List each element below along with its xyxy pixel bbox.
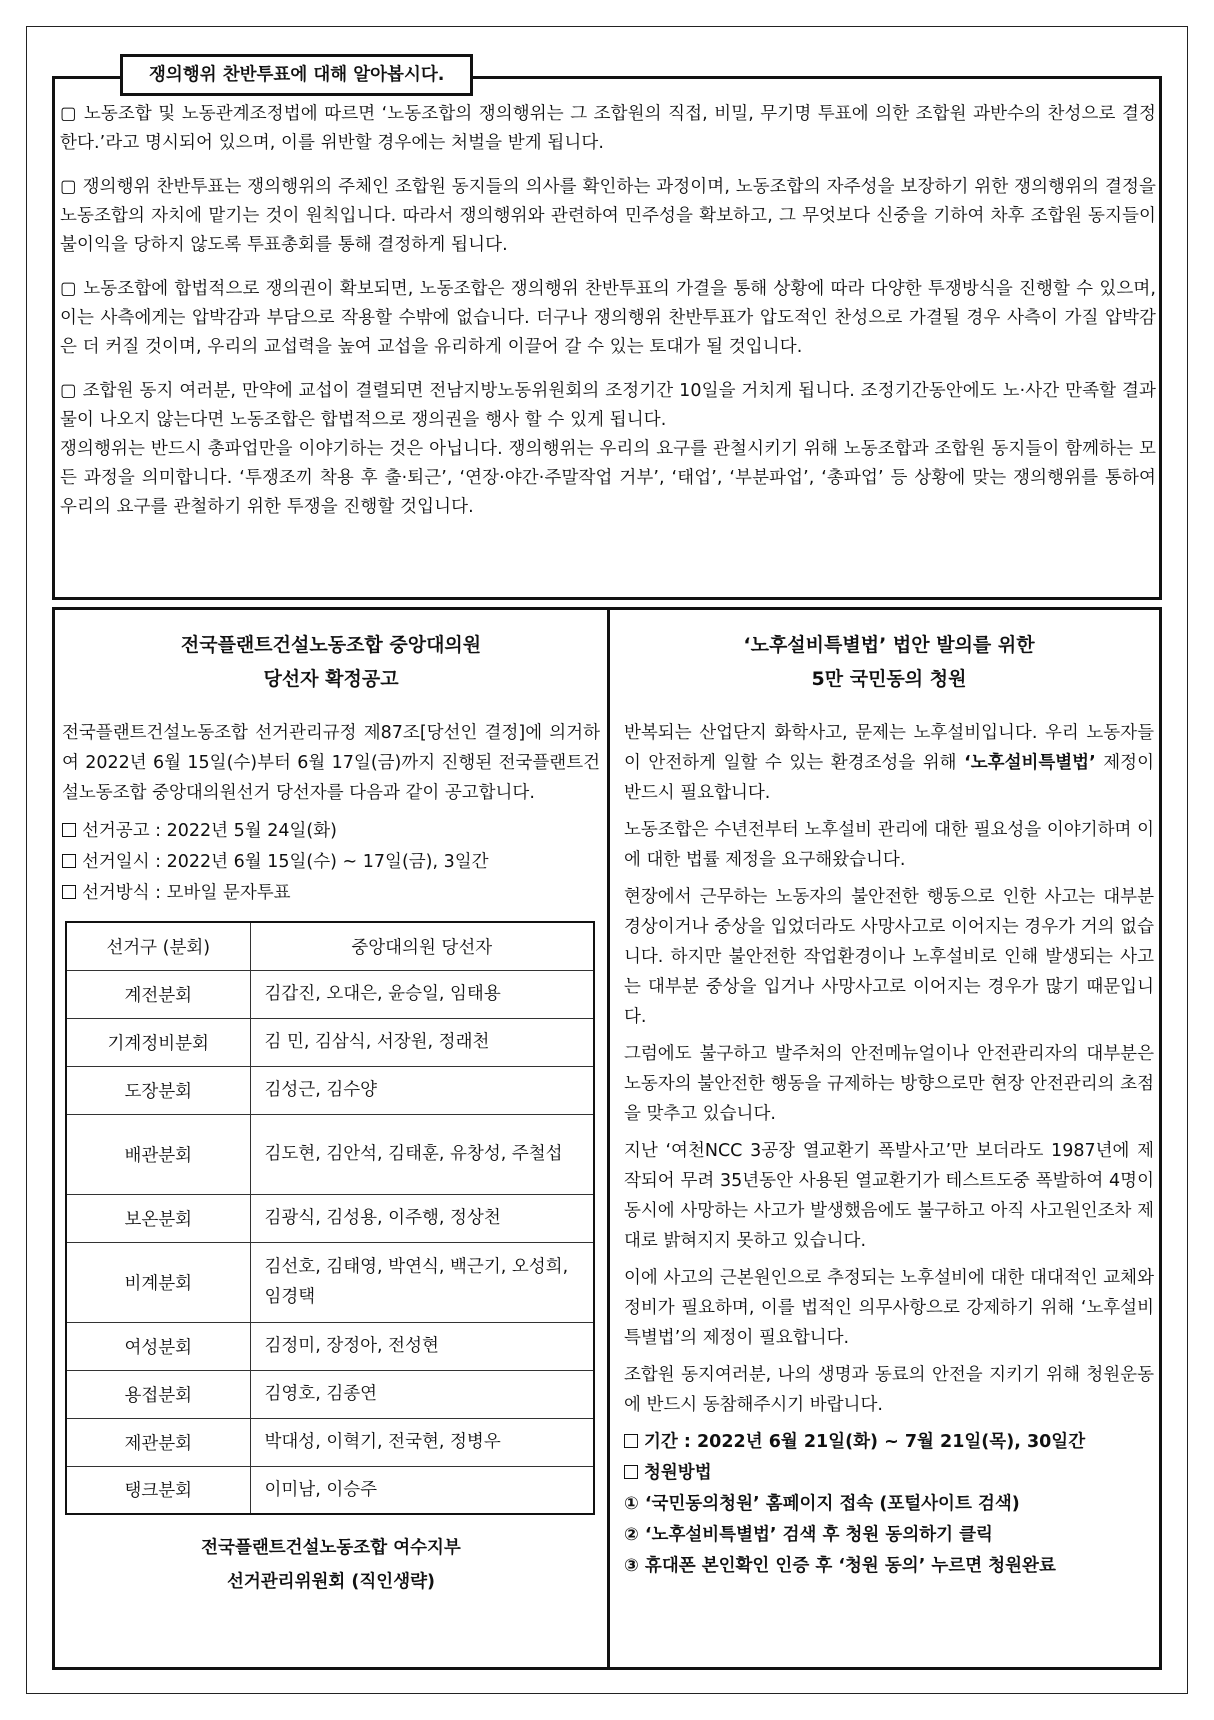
checkbox-square-icon <box>624 1465 638 1479</box>
petition-step-1: ① ‘국민동의청원’ 홈페이지 접속 (포털사이트 검색) <box>624 1494 1020 1514</box>
top-paragraph-3: ▢ 노동조합에 합법적으로 쟁의권이 확보되면, 노동조합은 쟁의행위 찬반투표의 가결을 통해 상황에 따라 다양한 투쟁방식을 진행할 수 있으며, 이는 사측에게는 압박감과 부담으로 작용할 수밖에 없습니다. 더구나 쟁의행위 찬반투표가 압도적인 찬성으로 가결될 경우 사측이 가질 압박감은 더 커질 것이며, 우리의 교섭력을 높여 교섭을 유리하게 이끌어 갈 수 있는 토대가 될 것입니다. <box>60 279 1156 357</box>
district-cell: 제관분회 <box>66 1418 250 1466</box>
checkbox-square-icon <box>62 885 76 899</box>
top-paragraph-4: ▢ 조합원 동지 여러분, 만약에 교섭이 결렬되면 전남지방노동위원회의 조정기간 10일을 거치게 됩니다. 조정기간동안에도 노·사간 만족할 결과물이 나오지 않는다면 노동조합은 합법적으로 쟁의권을 행사 할 수 있게 됩니다. <box>60 381 1156 430</box>
district-cell: 도장분회 <box>66 1066 250 1114</box>
top-section-title: 쟁의행위 찬반투표에 대해 알아봅시다. <box>120 54 473 96</box>
winners-cell: 김영호, 김종연 <box>250 1370 594 1418</box>
petition-paragraph-3: 현장에서 근무하는 노동자의 불안전한 행동으로 인한 사고는 대부분 경상이거나 중상을 입었더라도 사망사고로 이어지는 경우가 거의 없습니다. 하지만 불안전한 작업환경이나 노후설비로 인해 발생되는 사고는 대부분 중상을 입거나 사망사고로 이어지는 경우가 많기 때문입니다. <box>624 887 1154 1027</box>
table-row <box>66 1066 594 1114</box>
election-notice-title <box>62 628 600 696</box>
law-name-emphasis: ‘노후설비특별법’ <box>964 753 1096 773</box>
election-bullet-method: 선거방식 : 모바일 문자투표 <box>62 878 600 909</box>
winners-cell: 김 민, 김삼식, 서장원, 정래천 <box>250 1018 594 1066</box>
table-row <box>66 970 594 1018</box>
election-bullet-announcement: 선거공고 : 2022년 5월 24일(화) <box>62 816 600 847</box>
table-header-district: 선거구 (분회) <box>66 922 250 970</box>
election-notice-title-line1: 전국플랜트건설노동조합 중앙대의원 <box>180 634 482 656</box>
winners-cell: 이미남, 이승주 <box>250 1466 594 1514</box>
checkbox-square-icon <box>62 823 76 837</box>
table-row <box>66 1194 594 1242</box>
district-cell: 여성분회 <box>66 1322 250 1370</box>
table-row <box>66 1114 594 1194</box>
petition-column <box>624 628 1154 1582</box>
winners-cell: 박대성, 이혁기, 전국현, 정병우 <box>250 1418 594 1466</box>
petition-paragraph-7: 조합원 동지여러분, 나의 생명과 동료의 안전을 지키기 위해 청원운동에 반드시 동참해주시기 바랍니다. <box>624 1365 1154 1415</box>
table-row <box>66 1018 594 1066</box>
petition-paragraph-2: 노동조합은 수년전부터 노후설비 관리에 대한 필요성을 이야기하며 이에 대한 법률 제정을 요구해왔습니다. <box>624 820 1154 870</box>
table-row <box>66 1242 594 1322</box>
election-notice-column <box>62 628 600 1599</box>
election-notice-intro: 전국플랜트건설노동조합 선거관리규정 제87조[당선인 결정]에 의거하여 2022년 6월 15일(수)부터 6월 17일(금)까지 진행된 전국플랜트건설노동조합 중앙대의원선거 당선자를 다음과 같이 공고합니다. <box>62 723 600 803</box>
district-cell: 기계정비분회 <box>66 1018 250 1066</box>
district-cell: 용접분회 <box>66 1370 250 1418</box>
district-cell: 비계분회 <box>66 1242 250 1322</box>
election-results-table <box>65 921 595 1515</box>
petition-paragraph-5: 지난 ‘여천NCC 3공장 열교환기 폭발사고’만 보더라도 1987년에 제작되어 무려 35년동안 사용된 열교환기가 테스트도중 폭발하여 4명이 동시에 사망하는 사고가 발생했음에도 불구하고 아직 사고원인조차 제대로 밝혀지지 못하고 있습니다. <box>624 1141 1154 1251</box>
table-row <box>66 1322 594 1370</box>
checkbox-square-icon <box>62 854 76 868</box>
election-notice-title-line2: 당선자 확정공고 <box>263 668 399 690</box>
petition-title-line1: ‘노후설비특별법’ 법안 발의를 위한 <box>743 634 1035 656</box>
table-header-winners: 중앙대의원 당선자 <box>250 922 594 970</box>
petition-step-3: ③ 휴대폰 본인확인 인증 후 ‘청원 동의’ 누르면 청원완료 <box>624 1556 1056 1576</box>
winners-cell: 김성근, 김수양 <box>250 1066 594 1114</box>
checkbox-square-icon <box>624 1434 638 1448</box>
petition-paragraph-1: 반복되는 산업단지 화학사고, 문제는 노후설비입니다. 우리 노동자들이 안전하게 일할 수 있는 환경조성을 위해 ‘노후설비특별법’ 제정이 반드시 필요합니다. <box>624 723 1154 803</box>
district-cell: 계전분회 <box>66 970 250 1018</box>
petition-period: 기간 : 2022년 6월 21일(화) ~ 7월 21일(목), 30일간 <box>624 1427 1154 1458</box>
table-row <box>66 1370 594 1418</box>
district-cell: 탱크분회 <box>66 1466 250 1514</box>
winners-cell: 김선호, 김태영, 박연식, 백근기, 오성희, 임경택 <box>250 1242 594 1322</box>
table-row <box>66 1418 594 1466</box>
winners-cell: 김갑진, 오대은, 윤승일, 임태용 <box>250 970 594 1018</box>
top-paragraph-2: ▢ 쟁의행위 찬반투표는 쟁의행위의 주체인 조합원 동지들의 의사를 확인하는 과정이며, 노동조합의 자주성을 보장하기 위한 쟁의행위의 결정을 노동조합의 자치에 맡기는 것이 원칙입니다. 따라서 쟁의행위와 관련하여 민주성을 확보하고, 그 무엇보다 신중을 기하여 차후 조합원 동지들이 불이익을 당하지 않도록 투표총회를 통해 결정하게 됩니다. <box>60 177 1156 255</box>
petition-paragraph-4: 그럼에도 불구하고 발주처의 안전메뉴얼이나 안전관리자의 대부분은 노동자의 불안전한 행동을 규제하는 방향으로만 현장 안전관리의 초점을 맞추고 있습니다. <box>624 1044 1154 1124</box>
winners-cell: 김도현, 김안석, 김태훈, 유창성, 주철섭 <box>250 1114 594 1194</box>
petition-title <box>624 628 1154 696</box>
signature-line2: 선거관리위원회 (직인생략) <box>226 1572 436 1592</box>
district-cell: 배관분회 <box>66 1114 250 1194</box>
petition-method-label: 청원방법 <box>624 1458 1154 1489</box>
petition-title-line2: 5만 국민동의 청원 <box>811 668 967 690</box>
column-divider <box>607 607 610 1670</box>
petition-paragraph-6: 이에 사고의 근본원인으로 추정되는 노후설비에 대한 대대적인 교체와 정비가 필요하며, 이를 법적인 의무사항으로 강제하기 위해 ‘노후설비특별법’의 제정이 필요합니다. <box>624 1268 1154 1348</box>
winners-cell: 김정미, 장정아, 전성현 <box>250 1322 594 1370</box>
table-row <box>66 1466 594 1514</box>
petition-step-2: ② ‘노후설비특별법’ 검색 후 청원 동의하기 클릭 <box>624 1525 993 1545</box>
top-paragraph-1: ▢ 노동조합 및 노동관계조정법에 따르면 ‘노동조합의 쟁의행위는 그 조합원의 직접, 비밀, 무기명 투표에 의한 조합원 과반수의 찬성으로 결정한다.’라고 명시되어 있으며, 이를 위반할 경우에는 처벌을 받게 됩니다. <box>60 104 1156 153</box>
district-cell: 보온분회 <box>66 1194 250 1242</box>
winners-cell: 김광식, 김성용, 이주행, 정상천 <box>250 1194 594 1242</box>
top-paragraph-5: 쟁의행위는 반드시 총파업만을 이야기하는 것은 아닙니다. 쟁의행위는 우리의 요구를 관철시키기 위해 노동조합과 조합원 동지들이 함께하는 모든 과정을 의미합니다. ‘투쟁조끼 착용 후 출·퇴근’, ‘연장·야간·주말작업 거부’, ‘태업’, ‘부분파업’, ‘총파업’ 등 상황에 맞는 쟁의행위를 통하여 우리의 요구를 관철하기 위한 투쟁을 진행할 것입니다. <box>60 439 1156 517</box>
signature-line1: 전국플랜트건설노동조합 여수지부 <box>201 1538 461 1558</box>
election-signature <box>62 1531 600 1599</box>
election-bullet-dates: 선거일시 : 2022년 6월 15일(수) ~ 17일(금), 3일간 <box>62 847 600 878</box>
top-section-content <box>60 100 1156 522</box>
